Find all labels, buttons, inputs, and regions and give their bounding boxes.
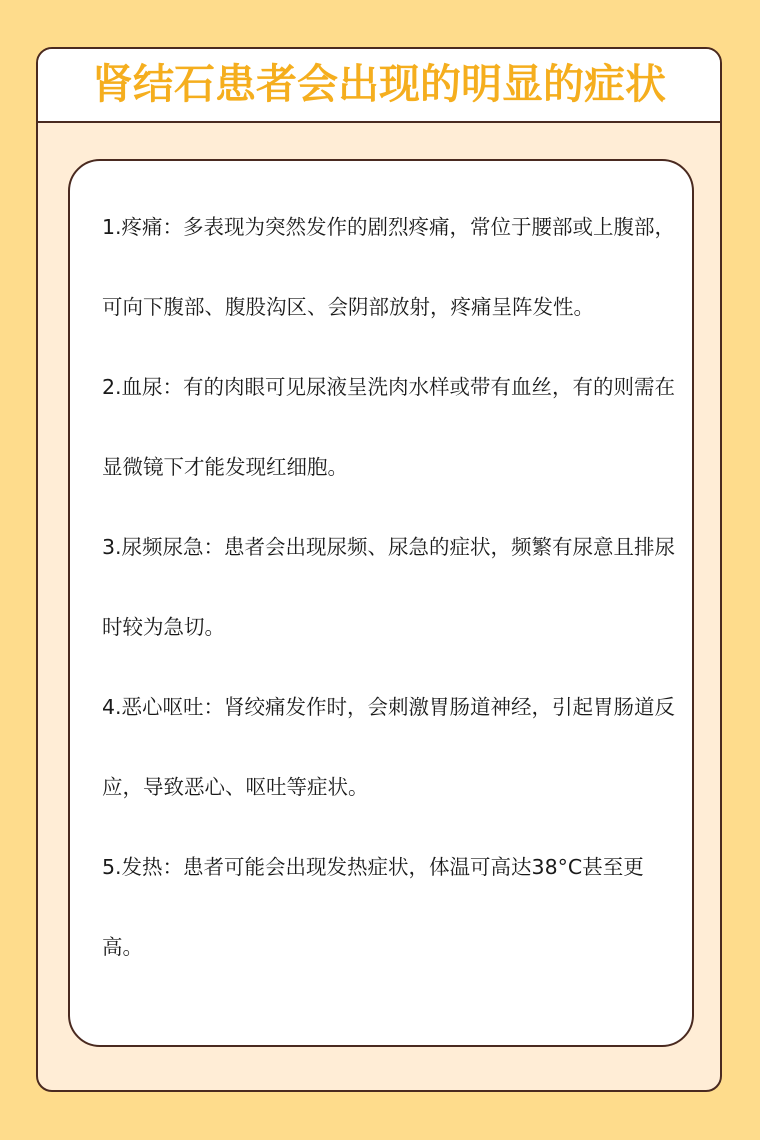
page-title: 肾结石患者会出现的明显的症状 xyxy=(92,60,666,108)
symptom-item-fever: 5.发热：患者可能会出现发热症状，体温可高达38°C甚至更高。 xyxy=(102,855,644,959)
title-bar xyxy=(38,49,720,123)
symptom-item-urgency: 3.尿频尿急：患者会出现尿频、尿急的症状，频繁有尿意且排尿时较为急切。 xyxy=(102,535,676,639)
symptom-item-pain: 1.疼痛：多表现为突然发作的剧烈疼痛，常位于腰部或上腹部，可向下腹部、腹股沟区、会阴部放射，疼痛呈阵发性。 xyxy=(102,215,676,319)
symptom-item-nausea: 4.恶心呕吐：肾绞痛发作时，会刺激胃肠道神经，引起胃肠道反应，导致恶心、呕吐等症状。 xyxy=(102,695,676,799)
content-card xyxy=(68,159,694,1047)
symptom-item-hematuria: 2.血尿：有的肉眼可见尿液呈洗肉水样或带有血丝，有的则需在显微镜下才能发现红细胞。 xyxy=(102,375,676,479)
outer-card xyxy=(36,47,722,1092)
symptom-list xyxy=(102,187,682,987)
